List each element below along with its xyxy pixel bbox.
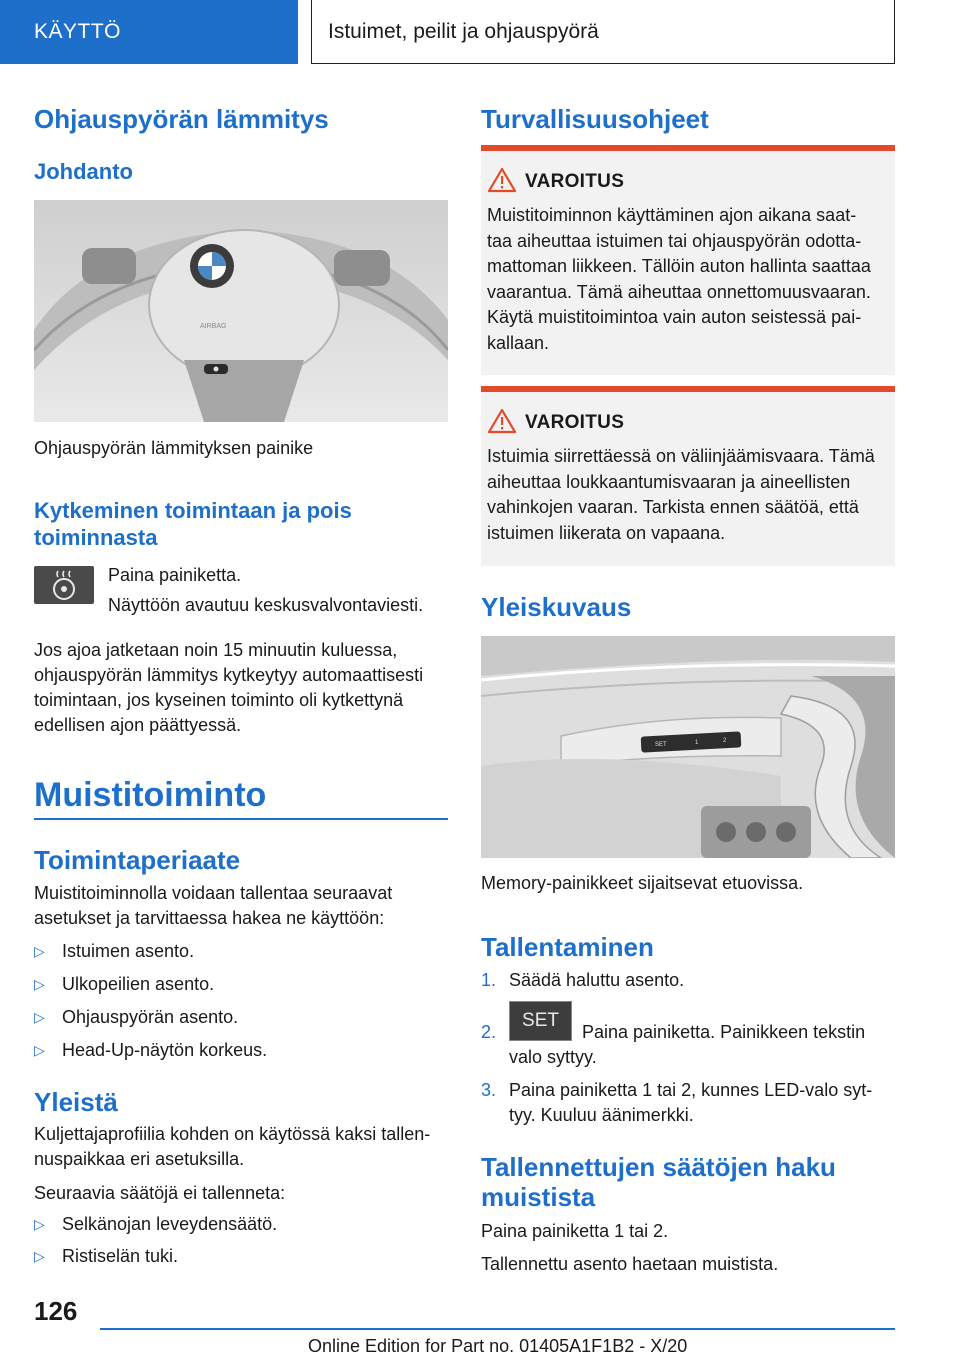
general-text-2: nuspaikkaa eri asetuksilla. [34, 1149, 245, 1169]
auto-text-2: ohjauspyörän lämmitys kytkeytyy automaattisesti [34, 665, 424, 685]
heating-title: Ohjauspyörän lämmitys [34, 104, 329, 134]
principle-text-1: Muistitoiminnolla voidaan tallentaa seuraavat [34, 883, 393, 903]
edition-text: Online Edition for Part no. 01405A1F1B2 - X/20 [308, 1336, 688, 1356]
warning-icon [487, 167, 517, 193]
step-1: 1. Säädä haluttu asento. [481, 970, 685, 990]
step-2-text-2: valo syttyy. [509, 1047, 597, 1067]
press-button-text: Paina painiketta. [108, 565, 242, 585]
intro-heading: Johdanto [34, 159, 133, 184]
airbag-label: AIRBAG [200, 323, 227, 330]
list-item: ▷ Ohjauspyörän asento. [34, 1007, 239, 1027]
list-item: ▷ Ristiselän tuki. [34, 1246, 179, 1266]
step-3: 3. Paina painiketta 1 tai 2, kunnes LED-valo syt- [481, 1080, 873, 1100]
footer-rule [100, 1328, 895, 1330]
general-text-1: Kuljettajaprofiilia kohden on käytössä kaksi tallen- [34, 1124, 431, 1144]
warning-1-text: Muistitoiminnon käyttäminen ajon aikana saat- taa aiheuttaa istuimen tai ohjauspyörän odotta- mattoman liikkeen. Tällöin auton hallinta saattaa vaarantua. Tämä aiheuttaa onnettomuusvaaran. Käytä muistitoimintoa vain auton seistessä pai- kallaan. [487, 205, 871, 353]
save-heading: Tallentaminen [481, 932, 654, 962]
page-number: 126 [34, 1296, 78, 1326]
list-item: ▷ Ulkopeilien asento. [34, 974, 215, 994]
recall-text-2: Tallennettu asento haetaan muistista. [481, 1254, 779, 1274]
steering-image-caption: Ohjauspyörän lämmityksen painike [34, 438, 314, 458]
recall-heading-line2: muistista [481, 1182, 596, 1212]
step-3-text-2: tyy. Kuuluu äänimerkki. [509, 1105, 694, 1125]
warning-icon [487, 408, 517, 434]
recall-heading-line1: Tallennettujen säätöjen haku [481, 1152, 836, 1182]
principle-heading: Toimintaperiaate [34, 845, 241, 875]
step-2: 2. [481, 1022, 497, 1042]
switch-heading-line2: toiminnasta [34, 525, 158, 550]
auto-text-3: toimintaan, jos kyseinen toiminto oli kytkettynä [34, 690, 404, 710]
door-memory-image [481, 636, 895, 858]
recall-text-1: Paina painiketta 1 tai 2. [481, 1221, 669, 1241]
steering-wheel-image [34, 200, 448, 422]
door-image-caption: Memory-painikkeet sijaitsevat etuovissa. [481, 873, 804, 893]
chapter-title: Istuimet, peilit ja ohjauspyörä [311, 0, 895, 64]
switch-heading-line1: Kytkeminen toimintaan ja pois [34, 498, 352, 523]
overview-heading: Yleiskuvaus [481, 592, 632, 622]
list-item: ▷ Selkänojan leveydensäätö. [34, 1214, 278, 1234]
auto-text-1: Jos ajoa jatketaan noin 15 minuutin kuluessa, [34, 640, 398, 660]
warning-2-text: Istuimia siirrettäessä on väliinjäämisvaara. Tämä aiheuttaa loukkaantumisvaaran ja aineellisten vahinkojen vaaran. Tarkista ennen säätöä, että istuimen liikerata on vapaana. [487, 446, 875, 543]
warning-2-title: VAROITUS [525, 412, 625, 433]
warning-1-title: VAROITUS [525, 171, 625, 192]
svg-text:1: 1 [695, 740, 699, 746]
section-tab: KÄYTTÖ [0, 0, 298, 64]
warning-box-1 [481, 145, 895, 375]
list-item: ▷ Head-Up-näytön korkeus. [34, 1040, 268, 1060]
memory-title: Muistitoiminto [34, 776, 267, 814]
set-button-icon: SET [509, 1001, 572, 1041]
safety-heading: Turvallisuusohjeet [481, 104, 709, 134]
principle-text-2: asetukset ja tarvittaessa hakea ne käyttöön: [34, 908, 385, 928]
svg-text:2: 2 [723, 738, 727, 744]
memory-title-rule [34, 818, 448, 820]
display-message-text: Näyttöön avautuu keskusvalvontaviesti. [108, 595, 424, 615]
not-saved-text: Seuraavia säätöjä ei tallenneta: [34, 1183, 286, 1203]
warning-box-2 [481, 386, 895, 566]
list-item: ▷ Istuimen asento. [34, 941, 195, 961]
steering-heating-button [34, 566, 94, 604]
svg-text:SET: SET [655, 742, 667, 748]
auto-text-4: edellisen ajon päättyessä. [34, 715, 242, 735]
steering-heat-icon [34, 566, 94, 604]
general-heading: Yleistä [34, 1087, 118, 1117]
step-2-text-1: Paina painiketta. Painikkeen tekstin [582, 1022, 866, 1042]
